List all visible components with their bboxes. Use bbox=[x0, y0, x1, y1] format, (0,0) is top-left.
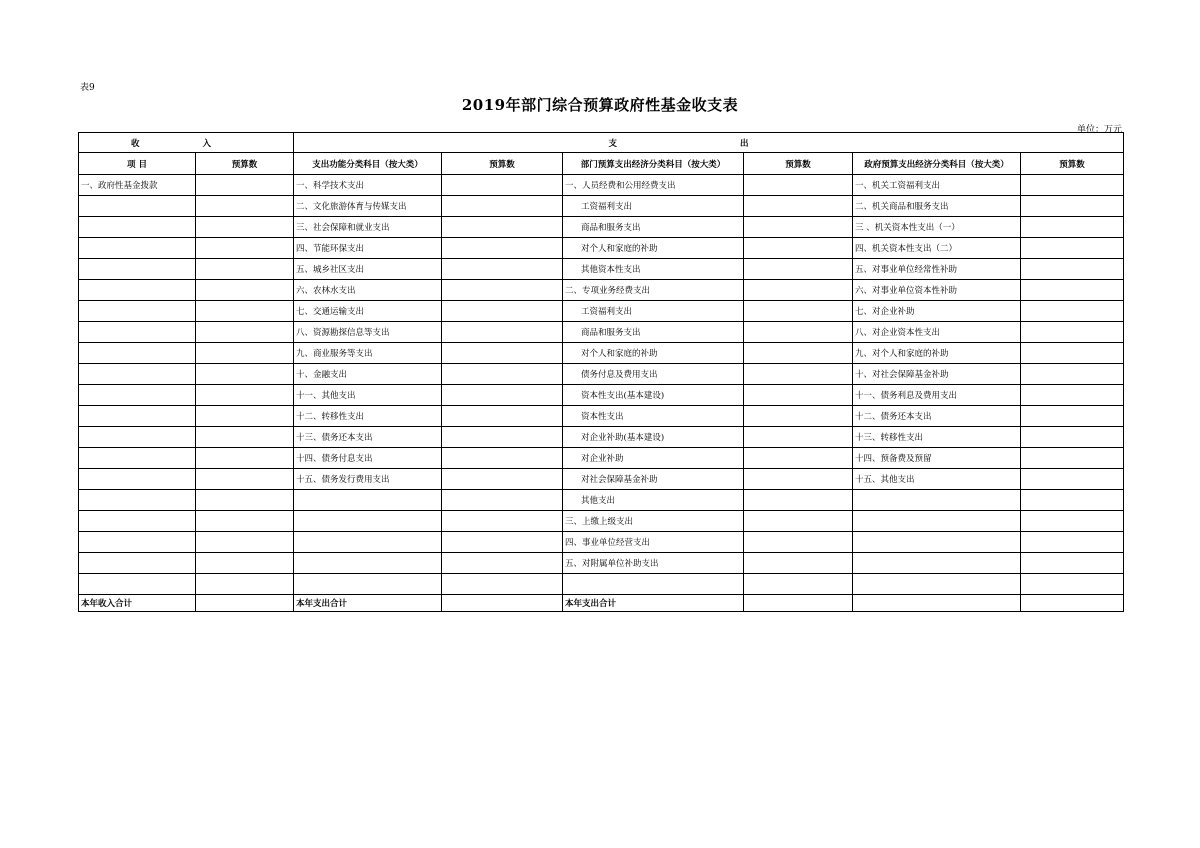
col-header-budget: 预算数 bbox=[744, 153, 853, 175]
gov-econ-budget-cell bbox=[1021, 532, 1124, 553]
gov-econ-budget-cell bbox=[1021, 238, 1124, 259]
function-item-cell: 十三、债务还本支出 bbox=[294, 427, 442, 448]
income-budget-cell bbox=[196, 490, 294, 511]
gov-econ-item-cell bbox=[853, 553, 1021, 574]
income-item-cell bbox=[79, 469, 196, 490]
col-header-gov-econ: 政府预算支出经济分类科目（按大类） bbox=[853, 153, 1021, 175]
dept-econ-budget-cell bbox=[744, 532, 853, 553]
income-item-cell bbox=[79, 364, 196, 385]
gov-econ-budget-cell bbox=[1021, 280, 1124, 301]
header-row-1 bbox=[79, 133, 1124, 153]
function-item-cell: 二、文化旅游体育与传媒支出 bbox=[294, 196, 442, 217]
gov-econ-item-cell: 十五、其他支出 bbox=[853, 469, 1021, 490]
dept-econ-budget-cell bbox=[744, 217, 853, 238]
function-item-cell: 十一、其他支出 bbox=[294, 385, 442, 406]
income-budget-cell bbox=[196, 364, 294, 385]
page-title: 2019年部门综合预算政府性基金收支表 bbox=[461, 96, 739, 114]
dept-econ-item-cell: 工资福利支出 bbox=[563, 301, 744, 322]
totals-row bbox=[79, 595, 1124, 612]
function-budget-cell bbox=[442, 217, 563, 238]
gov-econ-item-cell bbox=[853, 511, 1021, 532]
income-header: 收 入 bbox=[79, 133, 294, 153]
function-item-cell: 八、资源勘探信息等支出 bbox=[294, 322, 442, 343]
function-item-cell bbox=[294, 511, 442, 532]
dept-econ-item-cell: 工资福利支出 bbox=[563, 196, 744, 217]
dept-econ-item-cell: 商品和服务支出 bbox=[563, 322, 744, 343]
col-header-budget: 预算数 bbox=[442, 153, 563, 175]
gov-econ-item-cell: 五、对事业单位经常性补助 bbox=[853, 259, 1021, 280]
table-row bbox=[79, 490, 1124, 511]
income-item-cell bbox=[79, 343, 196, 364]
function-budget-cell bbox=[442, 196, 563, 217]
function-item-cell: 十、金融支出 bbox=[294, 364, 442, 385]
function-budget-cell bbox=[442, 175, 563, 196]
income-item-cell bbox=[79, 406, 196, 427]
gov-econ-budget-cell bbox=[1021, 343, 1124, 364]
dept-econ-item-cell: 二、专项业务经费支出 bbox=[563, 280, 744, 301]
dept-econ-item-cell: 对企业补助 bbox=[563, 448, 744, 469]
function-budget-cell bbox=[442, 469, 563, 490]
dept-econ-budget-cell bbox=[744, 364, 853, 385]
function-item-cell: 九、商业服务等支出 bbox=[294, 343, 442, 364]
dept-econ-budget-cell bbox=[744, 196, 853, 217]
function-budget-cell bbox=[442, 511, 563, 532]
dept-econ-budget-cell bbox=[744, 301, 853, 322]
unit-label: 单位：万元 bbox=[1076, 125, 1122, 135]
dept-econ-budget-cell bbox=[744, 490, 853, 511]
dept-econ-budget-cell bbox=[744, 553, 853, 574]
function-budget-cell bbox=[442, 490, 563, 511]
empty-cell bbox=[294, 574, 442, 595]
income-budget-cell bbox=[196, 427, 294, 448]
gov-econ-item-cell: 十一、债务利息及费用支出 bbox=[853, 385, 1021, 406]
function-budget-cell bbox=[442, 280, 563, 301]
function-budget-cell bbox=[442, 406, 563, 427]
function-item-cell: 十四、债务付息支出 bbox=[294, 448, 442, 469]
gov-econ-item-cell bbox=[853, 532, 1021, 553]
dept-econ-budget-cell bbox=[744, 322, 853, 343]
function-item-cell: 四、节能环保支出 bbox=[294, 238, 442, 259]
gov-econ-item-cell: 一、机关工资福利支出 bbox=[853, 175, 1021, 196]
dept-econ-budget-cell bbox=[744, 238, 853, 259]
function-item-cell bbox=[294, 532, 442, 553]
empty-cell bbox=[744, 574, 853, 595]
income-item-cell bbox=[79, 385, 196, 406]
table-row bbox=[79, 196, 1124, 217]
income-budget-cell bbox=[196, 511, 294, 532]
function-item-cell: 六、农林水支出 bbox=[294, 280, 442, 301]
income-item-cell bbox=[79, 238, 196, 259]
income-budget-cell bbox=[196, 385, 294, 406]
gov-econ-budget-cell bbox=[1021, 196, 1124, 217]
dept-econ-item-cell: 三、上缴上级支出 bbox=[563, 511, 744, 532]
gov-econ-budget-cell bbox=[1021, 448, 1124, 469]
function-budget-cell bbox=[442, 301, 563, 322]
function-budget-cell bbox=[442, 532, 563, 553]
income-budget-cell bbox=[196, 469, 294, 490]
dept-econ-item-cell: 债务付息及费用支出 bbox=[563, 364, 744, 385]
budget-table bbox=[78, 132, 1124, 612]
gov-econ-budget-cell bbox=[1021, 322, 1124, 343]
dept-econ-item-cell: 对个人和家庭的补助 bbox=[563, 343, 744, 364]
income-budget-cell bbox=[196, 217, 294, 238]
dept-econ-budget-cell bbox=[744, 511, 853, 532]
header-row-2 bbox=[79, 153, 1124, 175]
dept-econ-item-cell: 其他资本性支出 bbox=[563, 259, 744, 280]
function-item-cell bbox=[294, 490, 442, 511]
income-item-cell bbox=[79, 532, 196, 553]
function-budget-cell bbox=[442, 364, 563, 385]
gov-econ-item-cell bbox=[853, 490, 1021, 511]
income-budget-cell bbox=[196, 322, 294, 343]
gov-econ-budget-cell bbox=[1021, 469, 1124, 490]
gov-econ-budget-cell bbox=[1021, 217, 1124, 238]
function-budget-cell bbox=[442, 238, 563, 259]
income-item-cell bbox=[79, 553, 196, 574]
table-row bbox=[79, 427, 1124, 448]
table-row bbox=[79, 511, 1124, 532]
gov-econ-budget-cell bbox=[1021, 301, 1124, 322]
function-budget-cell bbox=[442, 553, 563, 574]
income-budget-cell bbox=[196, 238, 294, 259]
income-item-cell bbox=[79, 217, 196, 238]
income-budget-cell bbox=[196, 448, 294, 469]
gov-econ-item-cell: 十三、转移性支出 bbox=[853, 427, 1021, 448]
dept-econ-item-cell: 资本性支出 bbox=[563, 406, 744, 427]
dept-econ-budget-cell bbox=[744, 280, 853, 301]
table-row bbox=[79, 364, 1124, 385]
gov-econ-item-cell: 十二、债务还本支出 bbox=[853, 406, 1021, 427]
function-item-cell: 一、科学技术支出 bbox=[294, 175, 442, 196]
dept-econ-budget-cell bbox=[744, 406, 853, 427]
dept-econ-item-cell: 资本性支出(基本建设) bbox=[563, 385, 744, 406]
gov-econ-budget-cell bbox=[1021, 175, 1124, 196]
table-row bbox=[79, 385, 1124, 406]
gov-econ-budget-cell bbox=[1021, 511, 1124, 532]
income-item-cell bbox=[79, 301, 196, 322]
gov-econ-budget-cell bbox=[1021, 385, 1124, 406]
table-row bbox=[79, 217, 1124, 238]
table-row bbox=[79, 259, 1124, 280]
gov-econ-budget-cell bbox=[1021, 490, 1124, 511]
gov-econ-budget-cell bbox=[1021, 259, 1124, 280]
function-budget-cell bbox=[442, 259, 563, 280]
income-budget-cell bbox=[196, 196, 294, 217]
dept-econ-budget-cell bbox=[744, 469, 853, 490]
income-budget-cell bbox=[196, 280, 294, 301]
function-item-cell bbox=[294, 553, 442, 574]
gov-econ-budget-cell bbox=[1021, 364, 1124, 385]
income-item-cell bbox=[79, 280, 196, 301]
dept-econ-budget-cell bbox=[744, 175, 853, 196]
dept-econ-budget-cell bbox=[744, 343, 853, 364]
gov-econ-item-cell: 七、对企业补助 bbox=[853, 301, 1021, 322]
income-total-value bbox=[196, 595, 294, 612]
function-total-value bbox=[442, 595, 563, 612]
income-item-cell bbox=[79, 427, 196, 448]
gov-econ-item-cell: 九、对个人和家庭的补助 bbox=[853, 343, 1021, 364]
dept-econ-budget-cell bbox=[744, 385, 853, 406]
empty-cell bbox=[1021, 574, 1124, 595]
col-header-item: 项 目 bbox=[79, 153, 196, 175]
gov-econ-total-value bbox=[1021, 595, 1124, 612]
income-budget-cell bbox=[196, 175, 294, 196]
function-budget-cell bbox=[442, 322, 563, 343]
income-item-cell bbox=[79, 259, 196, 280]
empty-cell bbox=[563, 574, 744, 595]
income-item-cell bbox=[79, 322, 196, 343]
income-item-cell bbox=[79, 448, 196, 469]
gov-econ-budget-cell bbox=[1021, 553, 1124, 574]
income-budget-cell bbox=[196, 343, 294, 364]
function-budget-cell bbox=[442, 448, 563, 469]
dept-econ-item-cell: 四、事业单位经营支出 bbox=[563, 532, 744, 553]
gov-econ-item-cell: 二、机关商品和服务支出 bbox=[853, 196, 1021, 217]
income-item-cell: 一、政府性基金拨款 bbox=[79, 175, 196, 196]
income-item-cell bbox=[79, 490, 196, 511]
table-row bbox=[79, 301, 1124, 322]
gov-econ-budget-cell bbox=[1021, 427, 1124, 448]
function-item-cell: 十二、转移性支出 bbox=[294, 406, 442, 427]
gov-econ-item-cell: 十四、预备费及预留 bbox=[853, 448, 1021, 469]
col-header-dept-econ: 部门预算支出经济分类科目（按大类） bbox=[563, 153, 744, 175]
gov-econ-item-cell: 八、对企业资本性支出 bbox=[853, 322, 1021, 343]
income-budget-cell bbox=[196, 301, 294, 322]
table-row bbox=[79, 448, 1124, 469]
dept-econ-budget-cell bbox=[744, 259, 853, 280]
col-header-budget: 预算数 bbox=[196, 153, 294, 175]
income-item-cell bbox=[79, 511, 196, 532]
empty-cell bbox=[853, 574, 1021, 595]
col-header-budget: 预算数 bbox=[1021, 153, 1124, 175]
income-budget-cell bbox=[196, 532, 294, 553]
function-total-label: 本年支出合计 bbox=[294, 595, 442, 612]
function-item-cell: 十五、债务发行费用支出 bbox=[294, 469, 442, 490]
income-item-cell bbox=[79, 196, 196, 217]
dept-econ-item-cell: 对个人和家庭的补助 bbox=[563, 238, 744, 259]
dept-econ-item-cell: 五、对附属单位补助支出 bbox=[563, 553, 744, 574]
table-row bbox=[79, 280, 1124, 301]
function-budget-cell bbox=[442, 343, 563, 364]
dept-econ-total-value bbox=[744, 595, 853, 612]
gov-econ-item-cell: 十、对社会保障基金补助 bbox=[853, 364, 1021, 385]
expense-header: 支 出 bbox=[294, 133, 1124, 153]
empty-cell bbox=[442, 574, 563, 595]
dept-econ-item-cell: 一、人员经费和公用经费支出 bbox=[563, 175, 744, 196]
table-row bbox=[79, 553, 1124, 574]
table-row bbox=[79, 469, 1124, 490]
function-item-cell: 七、交通运输支出 bbox=[294, 301, 442, 322]
table-row bbox=[79, 322, 1124, 343]
income-budget-cell bbox=[196, 553, 294, 574]
dept-econ-item-cell: 对企业补助(基本建设) bbox=[563, 427, 744, 448]
empty-cell bbox=[79, 574, 196, 595]
empty-cell bbox=[196, 574, 294, 595]
table-row bbox=[79, 532, 1124, 553]
gov-econ-budget-cell bbox=[1021, 406, 1124, 427]
table-row bbox=[79, 175, 1124, 196]
dept-econ-item-cell: 商品和服务支出 bbox=[563, 217, 744, 238]
table-row bbox=[79, 406, 1124, 427]
function-item-cell: 五、城乡社区支出 bbox=[294, 259, 442, 280]
dept-econ-total-label: 本年支出合计 bbox=[563, 595, 744, 612]
col-header-function: 支出功能分类科目（按大类） bbox=[294, 153, 442, 175]
dept-econ-budget-cell bbox=[744, 448, 853, 469]
function-item-cell: 三、社会保障和就业支出 bbox=[294, 217, 442, 238]
gov-econ-item-cell: 四、机关资本性支出（二） bbox=[853, 238, 1021, 259]
table-row bbox=[79, 238, 1124, 259]
table-row bbox=[79, 574, 1124, 595]
income-budget-cell bbox=[196, 406, 294, 427]
gov-econ-item-cell: 三 、机关资本性支出（一） bbox=[853, 217, 1021, 238]
income-budget-cell bbox=[196, 259, 294, 280]
gov-econ-total-label bbox=[853, 595, 1021, 612]
dept-econ-budget-cell bbox=[744, 427, 853, 448]
table-number: 表9 bbox=[80, 83, 95, 93]
income-total-label: 本年收入合计 bbox=[79, 595, 196, 612]
table-row bbox=[79, 343, 1124, 364]
function-budget-cell bbox=[442, 385, 563, 406]
gov-econ-item-cell: 六、对事业单位资本性补助 bbox=[853, 280, 1021, 301]
function-budget-cell bbox=[442, 427, 563, 448]
dept-econ-item-cell: 其他支出 bbox=[563, 490, 744, 511]
dept-econ-item-cell: 对社会保障基金补助 bbox=[563, 469, 744, 490]
